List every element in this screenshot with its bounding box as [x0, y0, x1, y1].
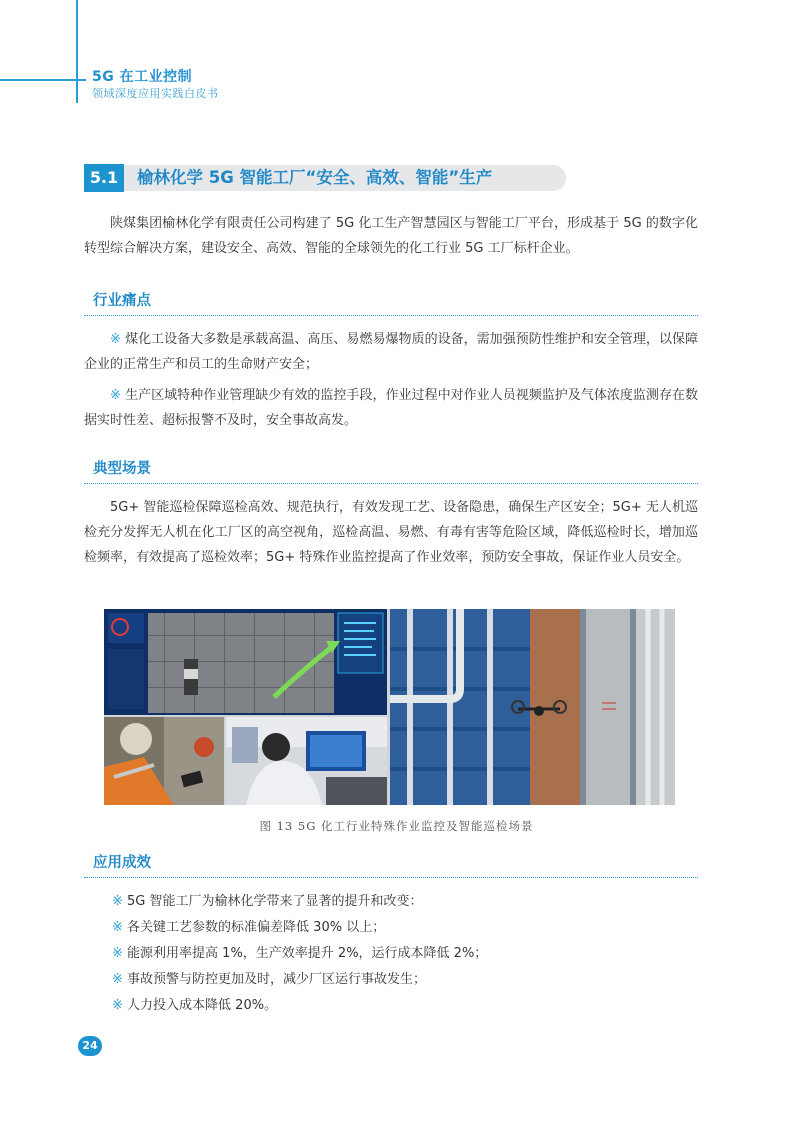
- list-item: [84, 941, 698, 967]
- header-vertical-rule: [76, 0, 78, 103]
- subheading-results-label: 应用成效: [93, 855, 151, 871]
- list-item-text: 5G 智能工厂为榆林化学带来了显著的提升和改变：: [122, 894, 423, 909]
- bullet-mark: ※: [110, 332, 121, 347]
- results-list: [84, 889, 698, 1019]
- scenarios-paragraph: [84, 495, 698, 570]
- subheading-pain-points-label: 行业痛点: [93, 293, 151, 309]
- intro-paragraph: [84, 211, 698, 261]
- pain-point-text: 煤化工设备大多数是承载高温、高压、易燃易爆物质的设备，需加强预防性维护和安全管理，以保障企业的正常生产和员工的生命财产安全；: [84, 332, 698, 372]
- list-item: [84, 967, 698, 993]
- subheading-pain-points: [84, 289, 698, 316]
- photo-monitoring-screen: [104, 609, 387, 715]
- list-item-text: 人力投入成本降低 20%。: [122, 998, 278, 1013]
- header-subtitle: 领域深度应用实践白皮书: [92, 87, 219, 100]
- photo-control-room: [226, 717, 387, 805]
- pain-point-2: [84, 383, 698, 433]
- header-horizontal-rule: [0, 79, 86, 81]
- bullet-mark: ※: [112, 894, 123, 909]
- list-item-text: 能源利用率提高 1%，生产效率提升 2%，运行成本降低 2%；: [122, 946, 488, 961]
- page-number: 24: [78, 1036, 102, 1056]
- list-item: [84, 993, 698, 1019]
- worker-illustration: [104, 717, 224, 805]
- bullet-mark: ※: [112, 972, 123, 987]
- pain-point-1: [84, 327, 698, 377]
- control-room-illustration: [226, 717, 387, 805]
- bullet-mark: ※: [112, 946, 123, 961]
- section-title: 榆林化学 5G 智能工厂“安全、高效、智能”生产: [137, 168, 493, 187]
- subheading-scenarios-label: 典型场景: [93, 461, 151, 477]
- scenarios-text: 5G+ 智能巡检保障巡检高效、规范执行，有效发现工艺、设备隐患，确保生产区安全；5G+ 无人机巡检充分发挥无人机在化工厂区的高空视角，巡检高温、易燃、有毒有害等危险区域，降低巡检时长，增加巡检频率，有效提高了巡检效率；5G+ 特殊作业监控提高了作业效率，预防安全事故，保证作业人员安全。: [84, 500, 698, 565]
- figure-caption: 图 13 5G 化工行业特殊作业监控及智能巡检场景: [259, 819, 534, 833]
- list-item-text: 各关键工艺参数的标准偏差降低 30% 以上；: [122, 920, 386, 935]
- photo-plant-drone: [390, 609, 675, 805]
- subheading-scenarios: [84, 457, 698, 484]
- bullet-mark: ※: [110, 388, 121, 403]
- list-item-text: 事故预警与防控更加及时，减少厂区运行事故发生；: [122, 972, 427, 987]
- subheading-results: [84, 851, 698, 878]
- monitoring-screen-illustration: [104, 609, 387, 715]
- list-item: [84, 915, 698, 941]
- intro-text: 陕煤集团榆林化学有限责任公司构建了 5G 化工生产智慧园区与智能工厂平台，形成基于 5G 的数字化转型综合解决方案，建设安全、高效、智能的全球领先的化工行业 5G 工厂标杆企业。: [84, 216, 698, 256]
- pain-point-text: 生产区域特种作业管理缺少有效的监控手段，作业过程中对作业人员视频监护及气体浓度监测存在数据实时性差、超标报警不及时，安全事故高发。: [84, 388, 698, 428]
- section-number: 5.1: [84, 164, 124, 192]
- figure-photo-collage: [104, 609, 675, 805]
- photo-worker-phone: [104, 717, 224, 805]
- plant-drone-illustration: [390, 609, 675, 805]
- list-item: [84, 889, 698, 915]
- bullet-mark: ※: [112, 920, 123, 935]
- header-title: 5G 在工业控制: [92, 69, 193, 85]
- bullet-mark: ※: [112, 998, 123, 1013]
